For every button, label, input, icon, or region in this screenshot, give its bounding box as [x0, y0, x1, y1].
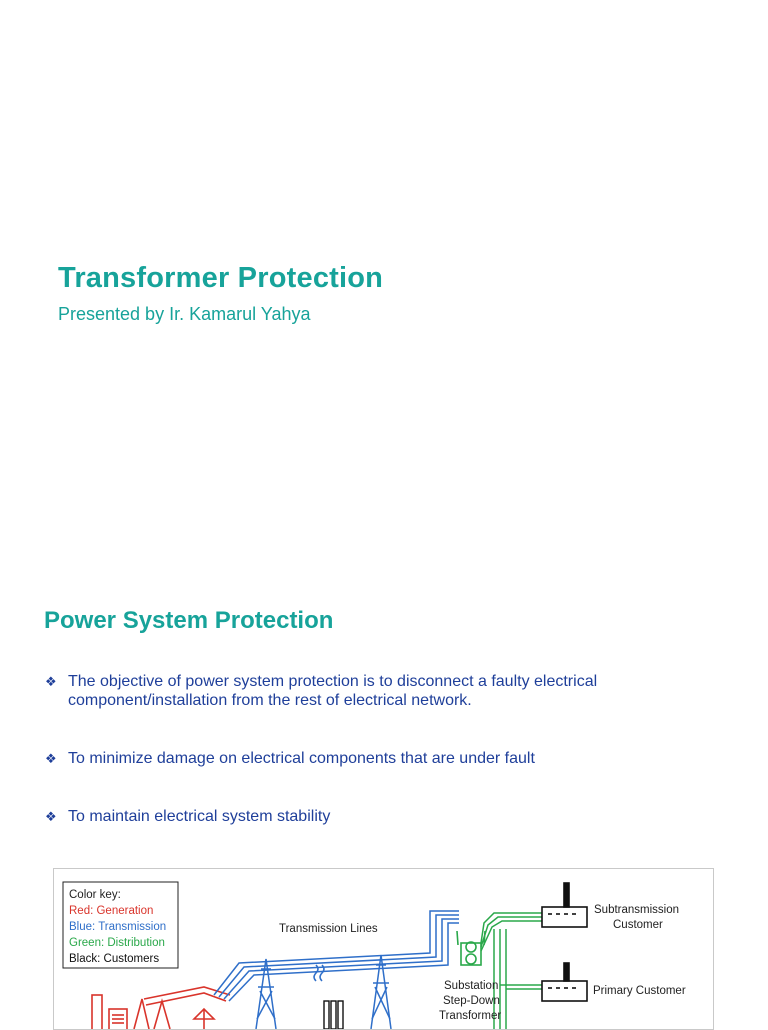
bullet-text-line: To maintain electrical system stability	[68, 808, 331, 825]
subtransmission-label-line1: Subtransmission	[594, 904, 680, 916]
slide-subtitle: Presented by Ir. Kamarul Yahya	[58, 304, 311, 324]
substation-building-icon	[324, 1001, 343, 1029]
generation-plant-icon	[92, 987, 230, 1029]
color-key-distribution: Green: Distribution	[69, 937, 165, 949]
bullet-item	[44, 672, 684, 710]
substation-label-line1: Substation	[444, 980, 499, 992]
color-key	[63, 882, 178, 968]
bullet-text-line: The objective of power system protection is to disconnect a faulty electrical	[68, 673, 598, 690]
substation-label-line3: Transformer	[439, 1010, 502, 1022]
diamond-bullet-icon: ❖	[45, 809, 57, 824]
color-key-transmission: Blue: Transmission	[69, 921, 167, 933]
color-key-generation: Red: Generation	[69, 905, 154, 917]
bullet-text-line: component/installation from the rest of electrical network.	[68, 692, 472, 709]
bullet-item	[44, 749, 684, 768]
slide-title: Transformer Protection	[58, 262, 384, 294]
subtransmission-customer-icon	[542, 883, 587, 927]
step-down-transformer-icon	[457, 931, 485, 965]
bullet-text-line: To minimize damage on electrical components that are under fault	[68, 750, 535, 767]
primary-customer-icon	[542, 963, 587, 1001]
bullet-item	[44, 807, 684, 826]
color-key-customers: Black: Customers	[69, 953, 160, 965]
subtransmission-label-line2: Customer	[613, 919, 663, 931]
diamond-bullet-icon: ❖	[45, 751, 57, 766]
bullet-list	[44, 672, 684, 826]
transmission-lines-label: Transmission Lines	[279, 923, 378, 935]
primary-customer-label: Primary Customer	[593, 985, 686, 997]
color-key-title: Color key:	[69, 889, 121, 901]
substation-label-line2: Step-Down	[443, 995, 500, 1007]
power-system-diagram	[53, 868, 714, 1030]
section-heading: Power System Protection	[44, 607, 334, 634]
diamond-bullet-icon: ❖	[45, 674, 57, 689]
